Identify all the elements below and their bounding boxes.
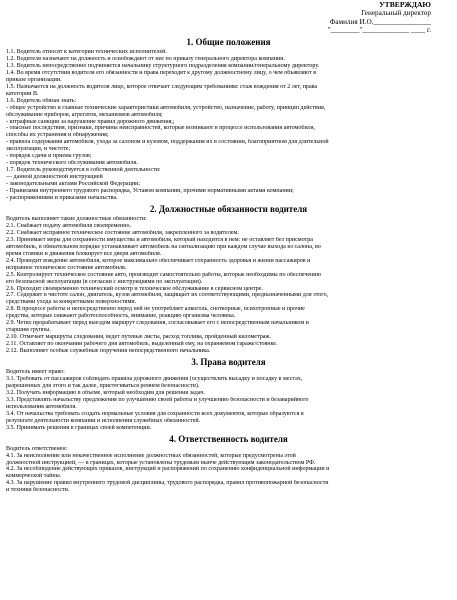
paragraph-line: Водитель ответственен: [6, 445, 68, 452]
section-title: 4. Ответственность водителя [169, 433, 288, 444]
paragraph-line: 4.1. За неисполнение или некачественное исполнение должностных обязанностей, которые предусмотрены этой [6, 452, 296, 459]
approval-date-line: "________"_____________ ____ г. [327, 26, 431, 35]
paragraph-line: 2.7. Содержит в чистоте салон, двигатель, кузов автомобиля, защищает их соответствующими, предназначенными для этого, [6, 292, 329, 299]
approver-name-line: Фамилия И.О.________________ [329, 17, 431, 26]
paragraph-line: старшим группы. [6, 327, 51, 334]
paragraph-line: эксплуатации, и чистоте; [6, 146, 71, 153]
paragraph-line: 2.11. Оставляет по окончании рабочего дня автомобиль, выделенный ему, на охраняемом гараже/стоянке. [6, 341, 278, 348]
approval-block [281, 1, 431, 35]
paragraph-line: 2.4. Проводит вождение автомобиля, которое максимально обеспечивает сохранность здоровья и жизни пассажиров и [6, 257, 311, 264]
paragraph-line: 1.6. Водитель обязан знать: [6, 97, 77, 104]
paragraph-line: - законодательными актами Российской Федерации; [6, 181, 140, 188]
paragraph-line: - опасные последствия, признаки, причины неисправностей, которые возникают в процессе использования автомобиля, [6, 125, 315, 132]
paragraph-line: категории В. [6, 90, 39, 97]
paragraph-line: приказе организации. [6, 76, 62, 83]
paragraph-line: 4.2. За несоблюдение действующих приказов, инструкций и распоряжений по сохранению конфиденциальной информации и [6, 466, 330, 473]
paragraph-line: 2.12. Выполняет особые служебные поручения непосредственного начальника. [6, 348, 211, 355]
section-title: 1. Общие положения [186, 37, 271, 47]
paragraph-line: - распоряжениями и приказами начальства. [6, 195, 118, 202]
paragraph-line: исправное техническое состояние автомобиля. [6, 264, 127, 271]
paragraph-line: 3.2. Получать информацию в объеме, который необходим для решения задач. [6, 389, 205, 396]
paragraph-line: 1.3. Водитель непосредственно подчиняется начальнику структурного подразделения компании/генеральному директору. [6, 62, 320, 69]
paragraph-line: 4.3. За нарушение правил внутреннего трудовой дисциплины, трудового распорядка, правил противопожарной безопасности [6, 480, 329, 487]
section-rights [6, 357, 451, 432]
paragraph-line: его безопасной эксплуатации (в согласии с инструкциями по эксплуатации). [6, 278, 203, 285]
paragraph-line: Водитель имеет право: [6, 369, 65, 376]
paragraph-line: 2.8. В процессе работы и непосредственно перед ней не употребляет алкоголь, снотворные, психотропные и прочие [6, 306, 305, 313]
paragraph-line: использования автомобиля. [6, 403, 77, 410]
paragraph-line: Водитель выполняет такие должностные обязанности: [6, 215, 147, 222]
paragraph-line: 2.5. Контролирует техническое состояние авто, производит самостоятельно работы, которые необходимы по обеспечению [6, 271, 322, 278]
paragraph-line: 2.6. Проходит своевременно технический осмотр и техническое обслуживание в сервисном центре. [6, 285, 263, 292]
paragraph-line: коммерческой тайны. [6, 473, 62, 480]
paragraph-line: 1.4. Во время отсутствия водителя его обязанности и права переходят к другому должностному лицу, о чем объявляют в [6, 69, 317, 76]
paragraph-line: - порядок сдачи и приема грузов; [6, 153, 92, 160]
section-responsibility [6, 434, 451, 495]
paragraph-line: 1.2. Водителя назначают на должность и освобождают от нее по приказу генерального директора компании. [6, 55, 285, 62]
paragraph-line: обслуживание приборов, агрегатов, механизмов автомобиля; [6, 111, 163, 118]
approver-position: Генеральный директор [361, 9, 431, 18]
section-general [6, 37, 451, 202]
section-title: 3. Права водителя [191, 357, 266, 368]
paragraph-line: результате деятельности компании и исполнения служебных обязанностей. [6, 417, 201, 424]
paragraph-line: 1.1. Водитель относят к категории технических исполнителей. [6, 49, 167, 55]
paragraph-line: 1.7. Водитель руководствуется в собственной деятельности: [6, 167, 161, 174]
paragraph-line: 2.3. Принимает меры для сохранности имущества и автомобиля, который находится в нем: не оставляет без присмотра [6, 236, 313, 243]
paragraph-line: - правила содержания автомобиля, ухода за салоном и кузовом, поддержания их в состоянии, благоприятном для длительной [6, 139, 329, 146]
paragraph-line: 3.1. Требовать от пассажиров соблюдать правила дорожного движения (осуществлять высадку и посадку в местах, [6, 375, 303, 382]
paragraph-line: средствами ухода за конкретными поверхностями. [6, 299, 137, 306]
section-title: 2. Должностные обязанности водителя [149, 203, 308, 214]
paragraph-line: 3.3. Представлять начальству предложения по улучшению своей работы и улучшению безопасности и безаварийного [6, 396, 309, 403]
paragraph-line: 2.9. Четко прорабатывает перед выездом маршрут следования, согласовывает его с непосредственным начальником и [6, 320, 309, 327]
paragraph-line: и техники безопасности. [6, 487, 70, 494]
paragraph-line: время стоянки и движения блокирует все двери автомобиля. [6, 250, 162, 257]
paragraph-line: - Правилами внутреннего трудового распорядка, Уставом компании, прочими нормативными актами компании; [6, 188, 294, 195]
paragraph-line: 2.10. Отмечает маршруты следования, ведет путевые листы, расход топлива, пройденный километраж. [6, 334, 272, 341]
paragraph-line: 2.2. Снабжает исправное техническое состояние автомобиля, закрепленного за водителем. [6, 229, 239, 236]
paragraph-line: должностной инструкцией, — в границах, которые установлены трудовым нынче действующим законодательством РФ. [6, 459, 316, 466]
paragraph-line: разрешенных для этого и так далее, пристегиваться ремнем безопасности). [6, 382, 200, 389]
section-duties [6, 204, 451, 355]
paragraph-line: 3.5. Принимать решения в границах своей компетенции. [6, 424, 152, 431]
paragraph-line: 2.1. Снабжает подачу автомобиля своевременно. [6, 222, 132, 229]
paragraph-line: средства, которые снижают работоспособность, внимание, реакцию организма человека. [6, 313, 236, 320]
paragraph-line: автомобиль, в обязательном порядке устанавливает автомобиль на сигнализацию при каждом случае выхода из салона, во [6, 243, 321, 250]
paragraph-line: - штрафные санкции за нарушение правил дорожного движения,; [6, 118, 175, 125]
paragraph-line: 1.5. Назначается на должность водителя лицо, которое отвечает следующим требованиям: стаж вождения от 2 лет, права [6, 83, 318, 90]
paragraph-line: способы их устранения и обнаружения; [6, 132, 109, 139]
paragraph-line: — данной должностной инструкцией [6, 174, 103, 181]
paragraph-line: - общее устройство и главные технические характеристики автомобиля, устройство, назначение, работу, принцип действия, [6, 104, 326, 111]
paragraph-line: - порядок технического обслуживания автомобиля. [6, 160, 138, 167]
paragraph-line: 3.4. От начальства требовать создать нормальные условия для сохранности всех документов, которые образуются в [6, 410, 304, 417]
document-body [6, 35, 451, 494]
approval-title: УТВЕРЖДАЮ [379, 0, 431, 9]
